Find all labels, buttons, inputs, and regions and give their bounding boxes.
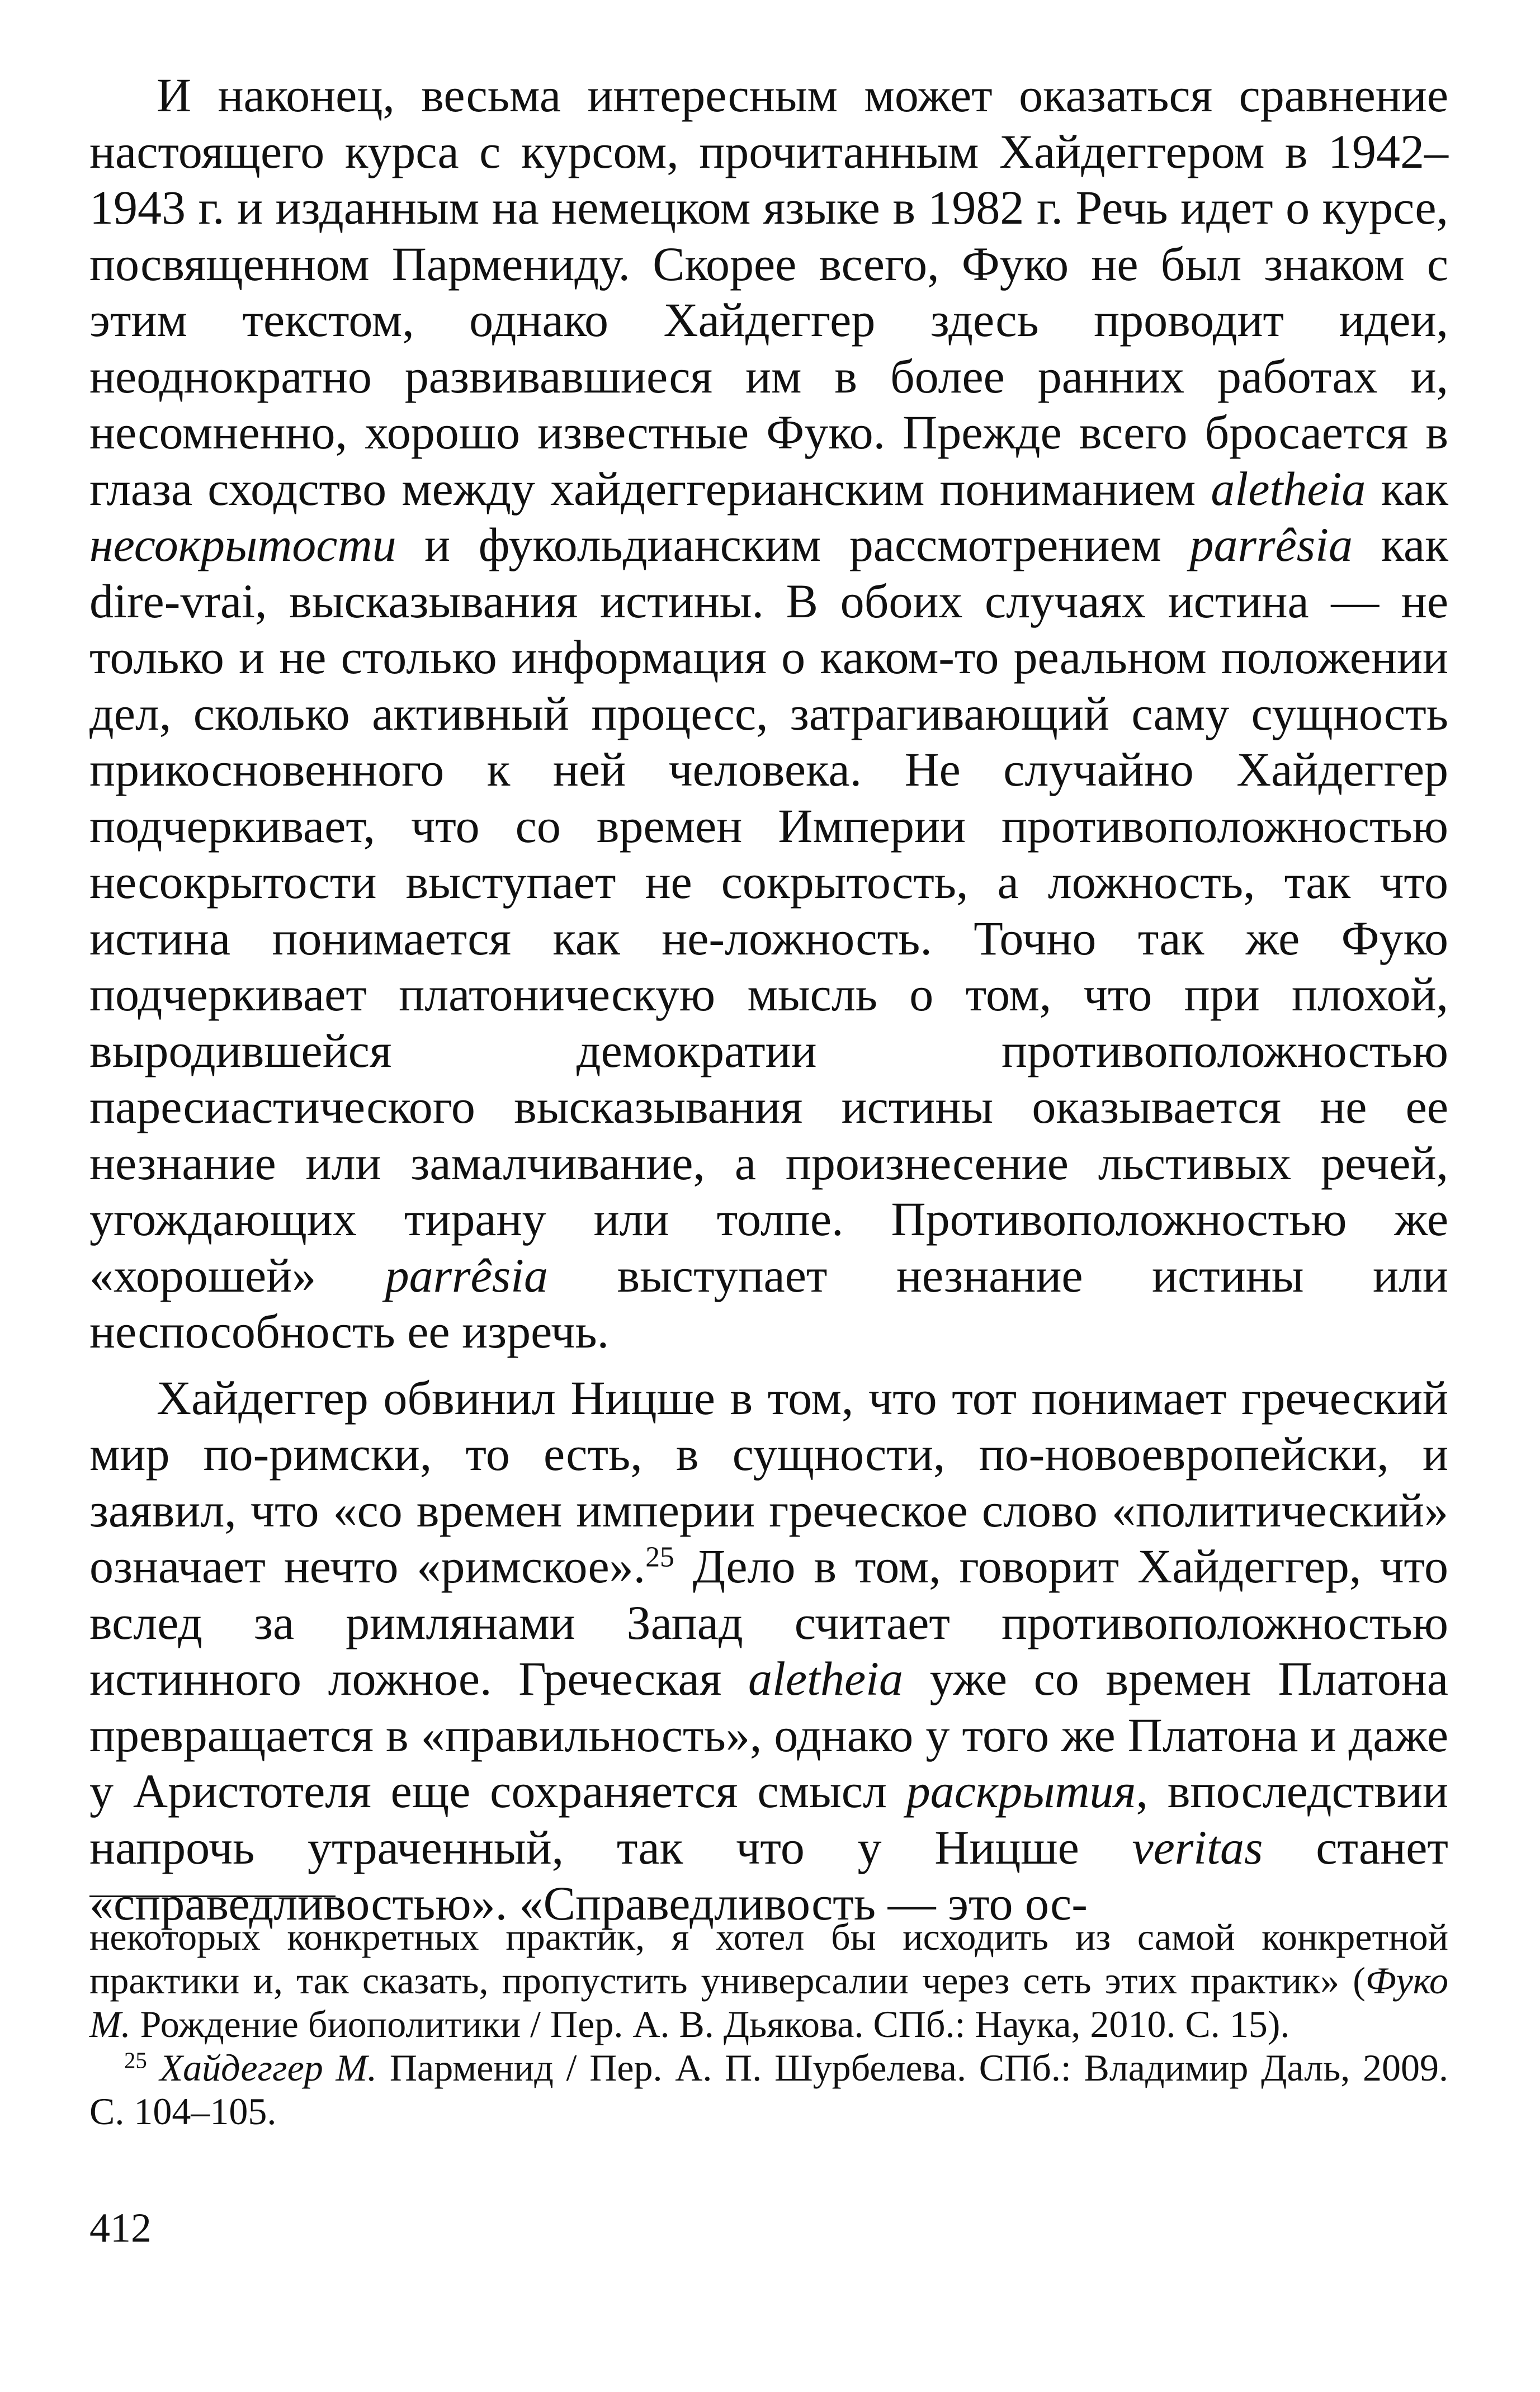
text-run: уже со времен Платона превращается в «правильность», однако у того же Платона и даже у Аристотеля еще сохраняется смысл xyxy=(89,1652,1448,1818)
page-number: 412 xyxy=(89,2205,152,2251)
text-run: как dire-vrai, высказывания истины. В обоих случаях истина — не только и не столько информация о каком-то реальном положении дел, сколько активный процесс, затрагивающий саму сущность прикосновенного к ней человека. Не случайно Хайдеггер подчеркивает, что со времен Империи противоположностью несокрытости выступает не сокрытость, а ложность, так что истина понимается как не-ложность. Точно так же Фуко подчеркивает платоническую мысль о том, что при плохой, выродившейся демократии противоположностью паресиастического высказывания истины оказывается не ее незнание или замалчивание, а произнесение льстивых речей, угождающих тирану или толпе. Противоположностью же «хорошей» xyxy=(89,518,1449,1302)
italic-term: parrêsia xyxy=(1189,518,1353,571)
text-run: как xyxy=(1366,461,1448,516)
text-run: и фукольдианским рассмотрением xyxy=(396,518,1190,571)
italic-term: veritas xyxy=(1132,1820,1263,1874)
italic-term: несокрытости xyxy=(89,518,396,571)
main-text xyxy=(89,67,1448,1932)
text-run: Хайдеггер обвинил Ницше в том, что тот понимает греческий мир по-римски, то есть, в сущности, по-новоевропейски, и заявил, что «со времен империи греческое слово «политический» означает нечто «римское». xyxy=(89,1370,1448,1593)
text-run: некоторых конкретных практик, я хотел бы исходить из самой конкретной практики и, так сказать, пропустить универсалии через сеть этих практик» ( xyxy=(89,1916,1448,2002)
italic-author: Хайдеггер М. xyxy=(159,2046,377,2089)
text-run: , впоследствии напрочь утраченный, так что у Ницше xyxy=(89,1764,1448,1874)
paragraph-2 xyxy=(89,1370,1448,1932)
text-run: выступает незнание истины или неспособность ее изречь. xyxy=(89,1248,1449,1358)
italic-author: Фуко М. xyxy=(89,1959,1448,2045)
text-run: станет «справедливостью». «Справедливость — это ос- xyxy=(89,1820,1448,1930)
footnotes xyxy=(89,1915,1448,2133)
paragraph-1 xyxy=(89,67,1448,1360)
footnote-25 xyxy=(89,2046,1448,2133)
footnote-number: 25 xyxy=(124,2048,147,2073)
text-run: Рождение биополитики / Пер. А. В. Дьякова. СПб.: Наука, 2010. С. 15). xyxy=(130,2003,1290,2045)
italic-term: parrêsia xyxy=(385,1248,549,1302)
text-run: Парменид / Пер. А. П. Шурбелева. СПб.: Владимир Даль, 2009. С. 104–105. xyxy=(89,2046,1448,2133)
footnote-ref: 25 xyxy=(645,1541,674,1573)
footnote-continuation xyxy=(89,1915,1448,2046)
footnote-separator xyxy=(89,1895,336,1897)
text-run: И наконец, весьма интересным может оказаться сравнение настоящего курса с курсом, прочитанным Хайдеггером в 1942–1943 г. и изданным на немецком языке в 1982 г. Речь идет о курсе, посвященном Пармениду. Скорее всего, Фуко не был знаком с этим текстом, однако Хайдеггер здесь проводит идеи, неоднократно развивавшиеся им в более ранних работах и, несомненно, хорошо известные Фуко. Прежде всего бросается в глаза сходство между хайдеггерианским пониманием xyxy=(89,68,1448,516)
italic-term: aletheia xyxy=(1211,461,1366,516)
italic-term: раскрытия xyxy=(906,1764,1136,1818)
italic-term: aletheia xyxy=(748,1652,904,1705)
text-run: Дело в том, говорит Хайдеггер, что вслед за римлянами Запад считает противоположностью истинного ложное. Греческая xyxy=(89,1539,1448,1705)
